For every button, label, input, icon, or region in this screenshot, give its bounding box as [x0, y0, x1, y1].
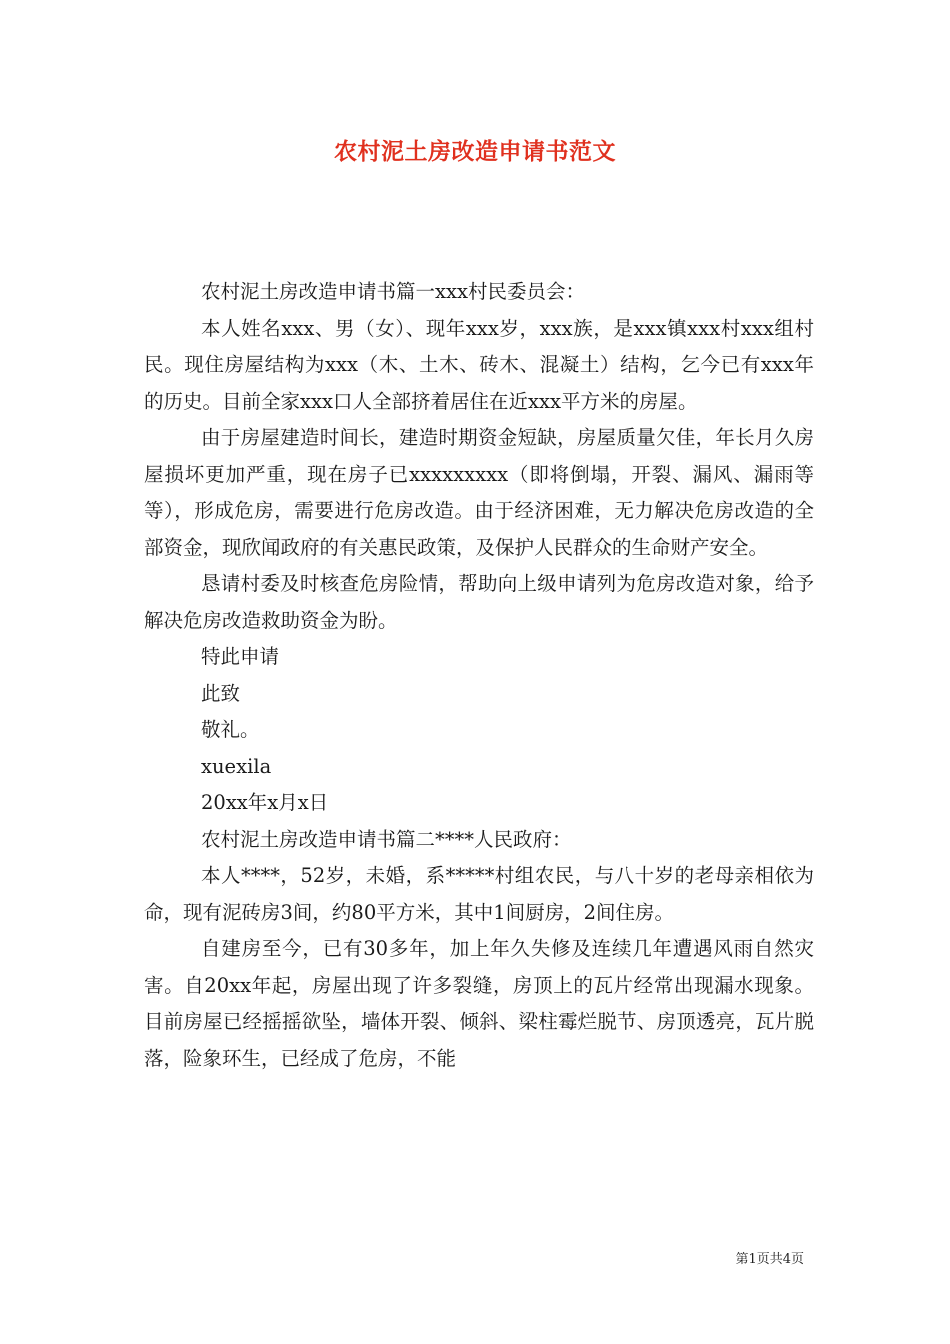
paragraph-house-condition: 由于房屋建造时间长，建造时期资金短缺，房屋质量欠佳，年长月久房屋损坏更加严重，现在房子已xxxxxxxxx（即将倒塌，开裂、漏风、漏雨等等），形成危房，需要进行危房改造。由于经济困难，无力解决危房改造的全部资金，现欣闻政府的有关惠民政策，及保护人民群众的生命财产安全。	[144, 426, 814, 559]
page-number-footer: 第1页共4页	[735, 1252, 804, 1267]
paragraph-salutation-2: 农村泥土房改造申请书篇二****人民政府：	[201, 827, 572, 851]
document-body	[144, 274, 814, 1077]
paragraph-salutation-1: 农村泥土房改造申请书篇一xxx村民委员会：	[201, 280, 585, 303]
paragraph-closing-3: 敬礼。	[201, 718, 260, 741]
paragraph-house-history: 自建房至今，已有30多年，加上年久失修及连续几年遭遇风雨自然灾害。自20xx年起，房屋出现了许多裂缝，房顶上的瓦片经常出现漏水现象。目前房屋已经摇摇欲坠，墙体开裂、倾斜、梁柱霉烂脱节、房顶透亮，瓦片脱落，险象环生，已经成了危房，不能	[144, 937, 814, 1070]
paragraph-date: 20xx年x月x日	[201, 791, 329, 814]
paragraph-applicant-info-2: 本人****，52岁，未婚，系*****村组农民，与八十岁的老母亲相依为命，现有泥砖房3间，约80平方米，其中1间厨房，2间住房。	[144, 864, 814, 924]
paragraph-closing-1: 特此申请	[201, 645, 280, 668]
document-title: 农村泥土房改造申请书范文	[334, 139, 616, 165]
paragraph-signature: xuexila	[201, 754, 272, 778]
paragraph-request: 恳请村委及时核查危房险情，帮助向上级申请列为危房改造对象，给予解决危房改造救助资金为盼。	[144, 572, 814, 632]
paragraph-applicant-info: 本人姓名xxx、男（女）、现年xxx岁，xxx族，是xxx镇xxx村xxx组村民。现住房屋结构为xxx（木、土木、砖木、混凝土）结构，乞今已有xxx年的历史。目前全家xxx口人全部挤着居住在近xxx平方米的房屋。	[144, 316, 814, 413]
paragraph-closing-2: 此致	[201, 681, 241, 705]
